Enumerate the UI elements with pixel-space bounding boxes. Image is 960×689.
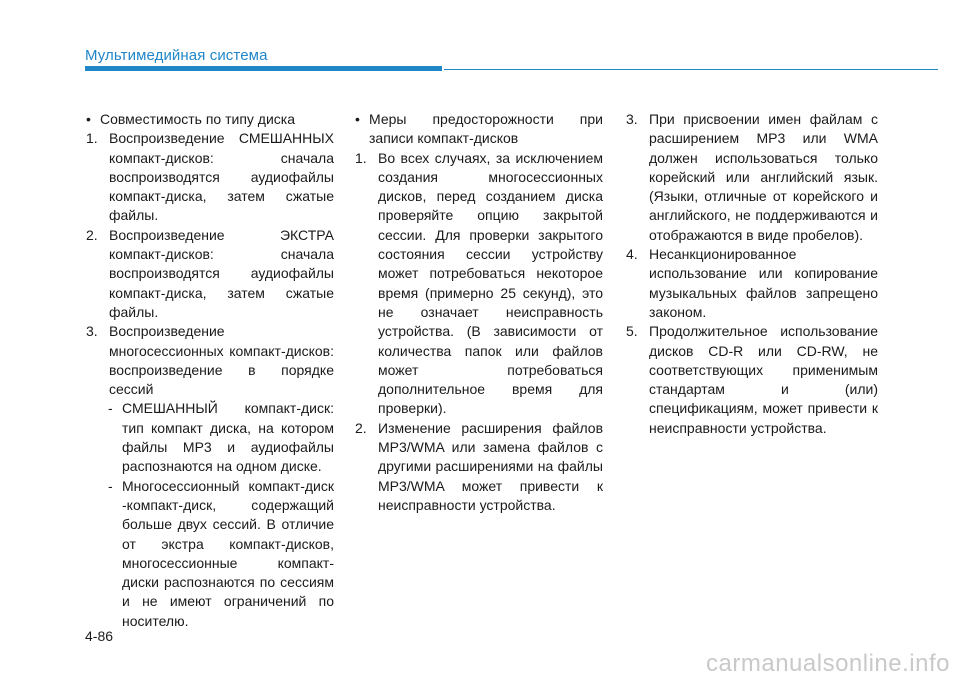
- item-text: Воспроизведение СМЕШАННЫХ компакт-дисков: сначала воспроизводятся аудиофайлы компакт-диска, затем сжатые файлы.: [109, 130, 334, 224]
- dash-text: Многосессионный компакт-диск -компакт-диск, содержащий больше двух сессий. В отличие от экстра компакт-дисков, многосессионные компакт-диски распознаются по сессиям и не имеют ограничений по носителю.: [122, 477, 334, 629]
- item-text: Воспроизведение многосессионных компакт-дисков: воспроизведение в порядке сессий: [109, 323, 334, 398]
- col2-bullet-text: Меры предосторожности при записи компакт-дисков: [369, 111, 603, 147]
- item-number: 2.: [86, 226, 98, 243]
- item-text: Несанкционированное использование или копирование музыкальных файлов запрещено законом.: [649, 246, 878, 320]
- item-number: 4.: [626, 246, 638, 263]
- item-text: Изменение расширения файлов MP3/WMA или замена файлов с другими расширениями на файлы MP3/WMA может привести к неисправности устройства.: [378, 419, 603, 513]
- page-number: 4-86: [85, 628, 114, 644]
- col1-bullet: [86, 110, 334, 129]
- item-number: 5.: [626, 323, 638, 340]
- item-text: Продолжительное использование дисков CD-R или CD-RW, не соответствующих применимым стандартам и (или) спецификациям, может привести к неисправности устройства.: [649, 323, 878, 436]
- col2-bullet: [355, 110, 603, 149]
- item-text: Во всех случаях, за исключением создания многосессионных дисков, перед созданием диска проверяйте опцию закрытой сессии. Для проверки закрытого состояния сессии устройству может потребоваться некоторое время (примерно 25 секунд), это не означает неисправность устройства. (В зависимости от количества папок или файлов может потребоваться дополнительное время для проверки).: [378, 149, 603, 417]
- item-number: 3.: [86, 323, 98, 340]
- item-number: 1.: [86, 130, 98, 147]
- column-1: [86, 110, 334, 631]
- item-number: 3.: [626, 111, 638, 127]
- col2-item-1: [355, 149, 603, 419]
- dash-icon: -: [108, 477, 113, 494]
- col1-item-3: [86, 322, 334, 399]
- col1-dash-2: [100, 477, 334, 631]
- column-3: [626, 110, 878, 438]
- col1-item-2: [86, 226, 334, 322]
- item-number: 2.: [355, 419, 367, 436]
- dash-icon: -: [108, 400, 113, 417]
- col1-dash-1: [100, 399, 334, 476]
- col3-item-4: [626, 245, 878, 322]
- col3-item-3: [626, 110, 878, 245]
- dash-text: СМЕШАННЫЙ компакт-диск: тип компакт диска, на котором файлы MP3 и аудиофайлы распознаются на одном диске.: [122, 400, 334, 475]
- col1-item-1: [86, 129, 334, 225]
- item-text: При присвоении имен файлам с расширением MP3 или WMA должен использоваться только корейский или английский язык. (Языки, отличные от корейского и английского, не поддерживаются и отображаются в виде пробелов).: [649, 111, 878, 243]
- col1-bullet-text: Совместимость по типу диска: [100, 111, 295, 127]
- header-rule-thick: [85, 66, 442, 71]
- item-number: 1.: [355, 149, 367, 166]
- watermark-text: carmanualsonline.info: [706, 650, 950, 677]
- column-2: [355, 110, 603, 515]
- col2-item-2: [355, 419, 603, 515]
- header-rule-thin: [444, 69, 938, 70]
- item-text: Воспроизведение ЭКСТРА компакт-дисков: сначала воспроизводятся аудиофайлы компакт-диска, затем сжатые файлы.: [109, 226, 334, 320]
- bullet-icon: •: [86, 111, 91, 127]
- bullet-icon: •: [355, 111, 360, 127]
- section-title: Мультимедийная система: [85, 47, 268, 64]
- col3-item-5: [626, 322, 878, 438]
